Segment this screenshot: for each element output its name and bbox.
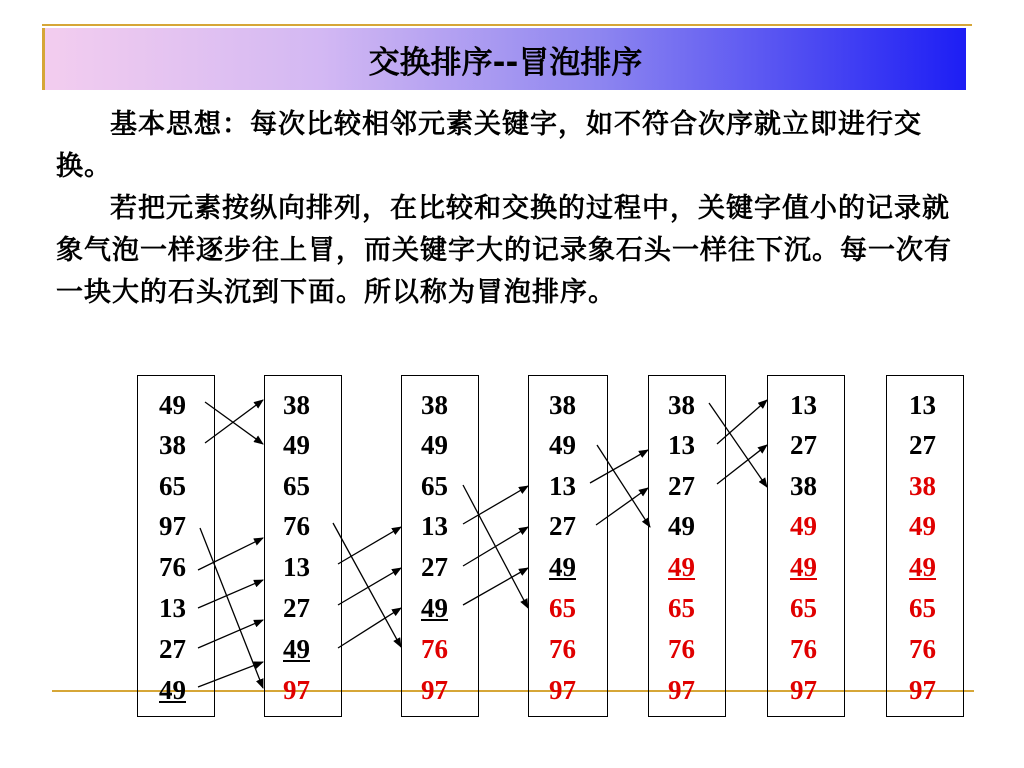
key-value: 13: [909, 390, 936, 420]
key-value: 76: [283, 511, 310, 541]
swap-arrow: [200, 528, 263, 688]
swap-arrow: [205, 400, 263, 443]
key-value: 76: [159, 552, 186, 582]
swap-arrow: [463, 486, 528, 524]
key-value: 49: [549, 552, 576, 582]
key-value: 49: [549, 430, 576, 460]
swap-arrow: [338, 608, 401, 648]
key-value: 13: [421, 511, 448, 541]
key-value: 49: [668, 552, 695, 582]
key-value: 13: [668, 430, 695, 460]
paragraph-bubble-explanation: 若把元素按纵向排列，在比较和交换的过程中，关键字值小的记录就象气泡一样逐步往上冒，而关键字大的记录象石头一样往下沉。每一次有一块大的石头沉到下面。所以称为冒泡排序。: [56, 193, 952, 308]
key-value: 13: [159, 593, 186, 623]
key-value: 38: [790, 471, 817, 501]
key-value: 27: [421, 552, 448, 582]
key-value: 65: [421, 471, 448, 501]
key-value: 38: [909, 471, 936, 501]
swap-arrow: [198, 620, 263, 648]
key-value: 49: [159, 390, 186, 420]
key-value: 27: [159, 634, 186, 664]
key-value: 27: [668, 471, 695, 501]
swap-arrow: [333, 523, 401, 647]
swap-arrow: [709, 403, 767, 487]
key-value: 76: [668, 634, 695, 664]
key-value: 49: [283, 430, 310, 460]
key-value: 13: [790, 390, 817, 420]
key-value: 49: [790, 511, 817, 541]
key-value: 97: [668, 675, 695, 705]
key-value: 97: [421, 675, 448, 705]
key-value: 13: [283, 552, 310, 582]
key-value: 65: [549, 593, 576, 623]
swap-arrow: [338, 527, 401, 564]
swap-arrow: [463, 568, 528, 605]
key-value: 27: [790, 430, 817, 460]
key-value: 38: [283, 390, 310, 420]
key-value: 65: [283, 471, 310, 501]
swap-arrow: [463, 527, 528, 566]
key-value: 97: [790, 675, 817, 705]
key-value: 49: [159, 675, 186, 705]
key-value: 76: [421, 634, 448, 664]
swap-arrow: [198, 538, 263, 570]
key-value: 97: [159, 511, 186, 541]
key-value: 49: [909, 552, 936, 582]
key-value: 27: [909, 430, 936, 460]
swap-arrow: [597, 445, 650, 527]
swap-arrow: [596, 488, 648, 525]
key-value: 97: [909, 675, 936, 705]
key-value: 65: [790, 593, 817, 623]
swap-arrow: [205, 402, 263, 444]
key-value: 49: [790, 552, 817, 582]
key-value: 27: [283, 593, 310, 623]
key-value: 49: [421, 593, 448, 623]
key-value: 38: [668, 390, 695, 420]
key-value: 76: [790, 634, 817, 664]
key-value: 49: [283, 634, 310, 664]
key-value: 76: [909, 634, 936, 664]
swap-arrow: [198, 662, 263, 687]
key-value: 27: [549, 511, 576, 541]
key-value: 49: [668, 511, 695, 541]
key-value: 49: [421, 430, 448, 460]
key-value: 38: [549, 390, 576, 420]
key-value: 97: [283, 675, 310, 705]
key-value: 97: [549, 675, 576, 705]
key-value: 38: [421, 390, 448, 420]
paragraph-basic-idea: 基本思想：每次比较相邻元素关键字，如不符合次序就立即进行交换。: [56, 109, 922, 182]
key-value: 65: [668, 593, 695, 623]
page-title: 交换排序--冒泡排序: [368, 44, 643, 81]
key-value: 13: [549, 471, 576, 501]
swap-arrow: [717, 400, 767, 444]
key-value: 38: [159, 430, 186, 460]
key-value: 49: [909, 511, 936, 541]
key-value: 65: [159, 471, 186, 501]
key-value: 65: [909, 593, 936, 623]
key-value: 76: [549, 634, 576, 664]
swap-arrow: [338, 568, 401, 605]
